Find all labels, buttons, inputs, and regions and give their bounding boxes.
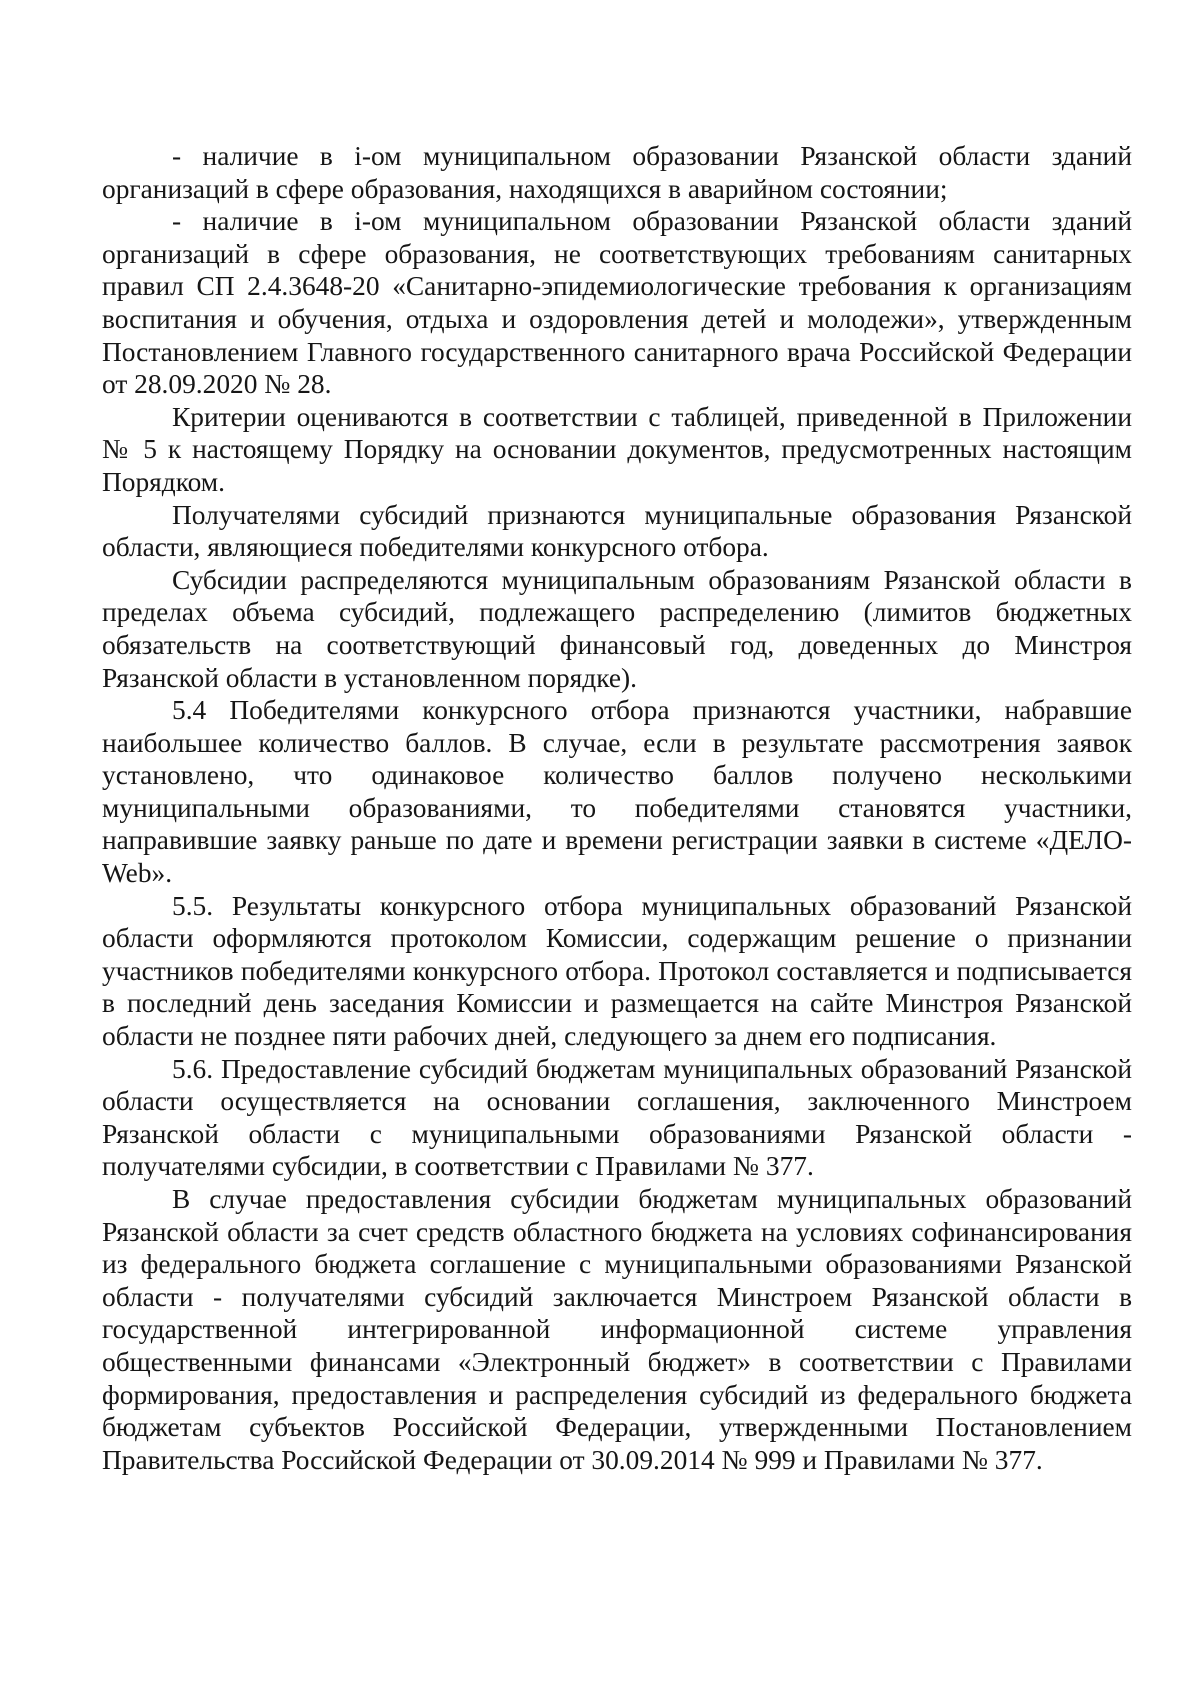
- paragraph-section-5-6: 5.6. Предоставление субсидий бюджетам муниципальных образований Рязанской области осуществляется на основании соглашения, заключенного Минстроем Рязанской области с муниципальными образованиями Рязанской области - получателями субсидии, в соответствии с Правилами № 377.: [102, 1053, 1132, 1182]
- paragraph-section-5-4: 5.4 Победителями конкурсного отбора признаются участники, набравшие наибольшее количество баллов. В случае, если в результате рассмотрения заявок установлено, что одинаковое количество баллов получено несколькими муниципальными образованиями, то победителями становятся участники, направившие заявку раньше по дате и времени регистрации заявки в системе «ДЕЛО-Web».: [102, 695, 1132, 889]
- document-body: [102, 140, 1132, 1476]
- paragraph-recipients: Получателями субсидий признаются муниципальные образования Рязанской области, являющиеся победителями конкурсного отбора.: [102, 499, 1132, 563]
- paragraph-section-5-5: 5.5. Результаты конкурсного отбора муниципальных образований Рязанской области оформляются протоколом Комиссии, содержащим решение о признании участников победителями конкурсного отбора. Протокол составляется и подписывается в последний день заседания Комиссии и размещается на сайте Минстроя Рязанской области не позднее пяти рабочих дней, следующего за днем его подписания.: [102, 890, 1132, 1052]
- paragraph-criteria: Критерии оцениваются в соответствии с таблицей, приведенной в Приложении № 5 к настоящему Порядку на основании документов, предусмотренных настоящим Порядком.: [102, 401, 1132, 497]
- paragraph-emergency-buildings: - наличие в i-ом муниципальном образовании Рязанской области зданий организаций в сфере образования, находящихся в аварийном состоянии;: [102, 141, 1132, 204]
- paragraph-sanitary-requirements: - наличие в i-ом муниципальном образовании Рязанской области зданий организаций в сфере образования, не соответствующих требованиям санитарных правил СП 2.4.3648-20 «Санитарно-эпидемиологические требования к организациям воспитания и обучения, отдыха и оздоровления детей и молодежи», утвержденным Постановлением Главного государственного санитарного врача Российской Федерации от 28.09.2020 № 28.: [102, 206, 1132, 400]
- paragraph-distribution: Субсидии распределяются муниципальным образованиям Рязанской области в пределах объема субсидий, подлежащего распределению (лимитов бюджетных обязательств на соответствующий финансовый год, доведенных до Минстроя Рязанской области в установленном порядке).: [102, 564, 1132, 693]
- paragraph-electronic-budget: В случае предоставления субсидии бюджетам муниципальных образований Рязанской области за счет средств областного бюджета на условиях софинансирования из федерального бюджета соглашение с муниципальными образованиями Рязанской области - получателями субсидий заключается Минстроем Рязанской области в государственной интегрированной информационной системе управления общественными финансами «Электронный бюджет» в соответствии с Правилами формирования, предоставления и распределения субсидий из федерального бюджета бюджетам субъектов Российской Федерации, утвержденными Постановлением Правительства Российской Федерации от 30.09.2014 № 999 и Правилами № 377.: [102, 1184, 1132, 1475]
